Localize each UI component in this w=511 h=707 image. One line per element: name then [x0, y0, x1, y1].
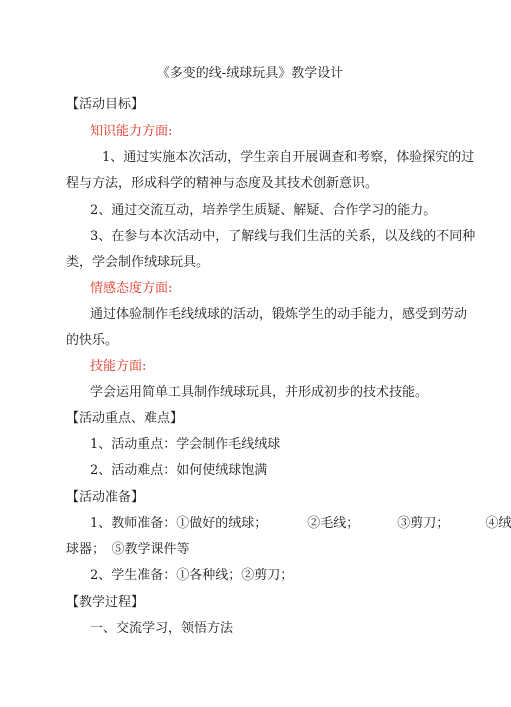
knowledge-item-1-line-1: 1、通过实施本次活动，学生亲自开展调查和考察，体验探究的过: [102, 150, 475, 165]
section-header-prep: 【活动准备】: [66, 490, 145, 505]
document-title: 《多变的线-绒球玩具》教学设计: [156, 66, 344, 81]
subheader-emotion: 情感态度方面:: [90, 281, 173, 296]
skill-line-1: 学会运用简单工具制作绒球玩具，并形成初步的技术技能。: [90, 385, 429, 400]
emotion-line-2: 的快乐。: [66, 333, 119, 348]
knowledge-item-3-line-1: 3、在参与本次活动中，了解线与我们生活的关系，以及线的不同种: [90, 229, 476, 244]
knowledge-item-1-line-2: 程与方法，形成科学的精神与态度及其技术创新意识。: [66, 176, 379, 191]
subheader-knowledge: 知识能力方面:: [90, 124, 173, 139]
prep-item-1-d: ④绒: [485, 516, 511, 531]
prep-item-1-line-1: [90, 514, 511, 534]
prep-item-2: 2、学生准备：①各种线；②剪刀；: [90, 568, 294, 583]
section-header-goal: 【活动目标】: [66, 97, 145, 112]
key-item-1: 1、活动重点：学会制作毛线绒球: [90, 437, 281, 452]
prep-item-1-a: 1、教师准备：①做好的绒球；: [90, 516, 268, 531]
key-item-2: 2、活动难点：如何使绒球饱满: [90, 463, 268, 478]
subheader-skill: 技能方面:: [90, 359, 147, 374]
prep-item-1-c: ③剪刀；: [397, 516, 450, 531]
section-header-key: 【活动重点、难点】: [66, 411, 184, 426]
emotion-line-1: 通过体验制作毛线绒球的活动，锻炼学生的动手能力，感受到劳动: [90, 307, 468, 322]
prep-item-1-b: ②毛线；: [307, 516, 360, 531]
knowledge-item-2: 2、通过交流互动，培养学生质疑、解疑、合作学习的能力。: [90, 203, 437, 218]
prep-item-1-line-2: 球器； ⑤教学课件等: [66, 542, 190, 557]
section-header-process: 【教学过程】: [66, 595, 145, 610]
knowledge-item-3-line-2: 类，学会制作绒球玩具。: [66, 255, 210, 270]
process-item-1: 一、交流学习，领悟方法: [90, 621, 234, 636]
